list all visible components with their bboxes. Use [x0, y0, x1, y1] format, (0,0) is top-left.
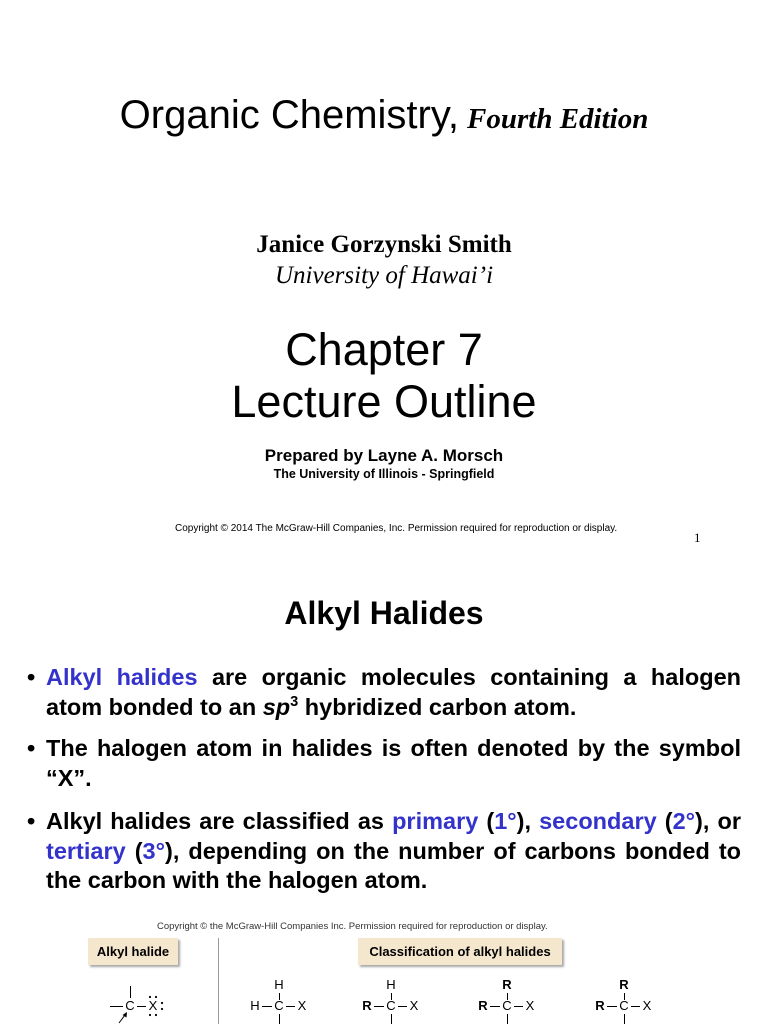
bond	[607, 1006, 617, 1007]
hybridization-superscript: 3	[290, 693, 299, 710]
slide-title: Alkyl Halides	[284, 595, 484, 631]
preparer-affiliation: The University of Illinois - Springfield	[273, 467, 495, 481]
bullet-text: ), depending on the number of carbons bonded to the carbon with the halogen atom.	[46, 837, 742, 893]
bond	[514, 1006, 523, 1007]
degree-tertiary: 3°	[142, 837, 165, 864]
carbon-atom: C	[274, 998, 284, 1013]
alkyl-halide-structure	[100, 975, 164, 1024]
bullet-marker: •	[27, 664, 36, 690]
author-name: Janice Gorzynski Smith	[256, 231, 512, 258]
figure-copyright: Copyright © the McGraw-Hill Companies Inc. Permission required for reproduction or display.	[157, 921, 548, 932]
classification-structure	[594, 975, 658, 1024]
carbon-atom: C	[502, 998, 512, 1013]
term-alkyl-halides: Alkyl halides	[46, 664, 198, 690]
bond	[624, 1014, 625, 1024]
page-number: 1	[694, 530, 701, 545]
term-primary: primary	[392, 808, 479, 834]
top-atom: H	[386, 977, 396, 992]
deck-title	[0, 91, 768, 143]
carbon-atom: C	[386, 998, 396, 1013]
halogen-atom: X	[297, 998, 307, 1013]
book-title: Organic Chemistry,	[119, 93, 459, 137]
term-secondary: secondary	[539, 808, 657, 834]
top-atom: H	[274, 977, 284, 992]
bullet-item	[27, 734, 741, 793]
hybridization-sp: sp	[262, 693, 291, 720]
arrow-icon	[100, 975, 164, 1024]
term-tertiary: tertiary	[46, 837, 126, 864]
classification-structure	[249, 975, 313, 1024]
bullet-text: Alkyl halides are classified as	[46, 808, 393, 834]
carbon-atom: C	[125, 998, 135, 1013]
book-edition: Fourth Edition	[467, 103, 649, 135]
bullet-item	[27, 663, 741, 722]
bullet-text: ),	[516, 808, 540, 834]
prepared-by: Prepared by Layne A. Morsch	[264, 446, 504, 465]
bond	[391, 1014, 392, 1024]
bullet-text: ), or	[695, 808, 741, 834]
bond	[490, 1006, 500, 1007]
top-atom: R	[619, 977, 629, 992]
chapter-title: Chapter 7	[285, 324, 483, 375]
bond	[398, 1006, 407, 1007]
bond	[507, 1014, 508, 1024]
bullet-item	[27, 807, 742, 896]
carbon-atom: C	[619, 998, 629, 1013]
bond	[262, 1006, 272, 1007]
lecture-subtitle: Lecture Outline	[231, 376, 537, 427]
author-affiliation: University of Hawai’i	[274, 262, 494, 289]
bullet-text: (	[125, 837, 143, 864]
bullet-text: The halogen atom in halides is often denoted by the symbol “X”.	[46, 735, 741, 791]
classification-label: Classification of alkyl halides	[358, 938, 562, 965]
bullet-marker: •	[27, 735, 36, 761]
halogen-atom: X	[525, 998, 535, 1013]
bullet-text: (	[656, 808, 673, 834]
alkyl-halide-label: Alkyl halide	[88, 938, 178, 965]
halogen-atom: X	[148, 998, 158, 1013]
degree-secondary: 2°	[672, 808, 696, 834]
top-atom: R	[502, 977, 512, 992]
left-atom: R	[362, 998, 372, 1013]
bullet-text: hybridized carbon atom.	[298, 693, 577, 720]
bullet-text: (	[478, 808, 495, 834]
left-atom: R	[595, 998, 605, 1013]
classification-structure	[361, 975, 425, 1024]
bond	[286, 1006, 295, 1007]
figure-divider	[218, 938, 219, 1024]
halogen-atom: X	[409, 998, 419, 1013]
bullet-text: are organic molecules containing a halogen atom bonded to an	[46, 664, 741, 720]
left-atom: R	[478, 998, 488, 1013]
left-atom: H	[250, 998, 260, 1013]
bullet-marker: •	[27, 808, 36, 834]
degree-primary: 1°	[494, 808, 517, 834]
slide1-copyright: Copyright © 2014 The McGraw-Hill Companies, Inc. Permission required for reproduction or display.	[175, 523, 618, 534]
halogen-atom: X	[642, 998, 652, 1013]
bond	[374, 1006, 384, 1007]
classification-structure	[477, 975, 541, 1024]
bond	[631, 1006, 640, 1007]
bond	[279, 1014, 280, 1024]
